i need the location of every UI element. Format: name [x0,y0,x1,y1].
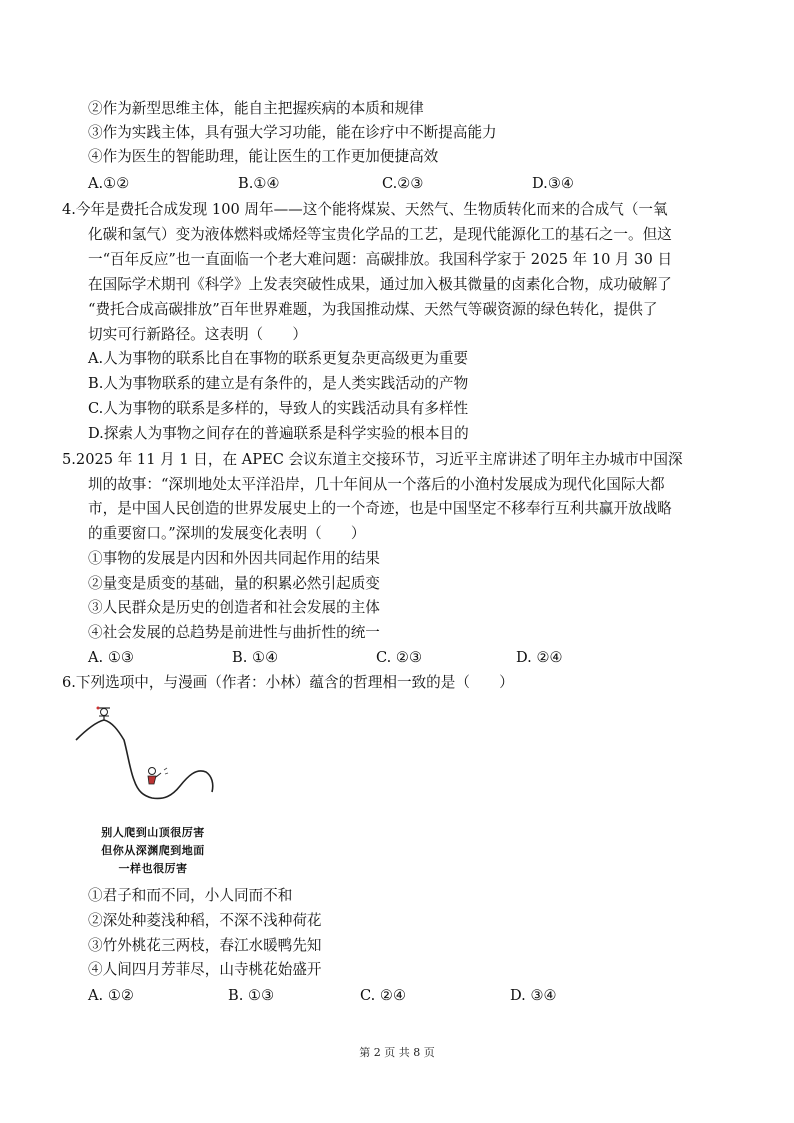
q5-option-b[interactable]: B. ①④ [232,649,279,666]
mountain-line [76,720,213,799]
q6-statement-2: ②深处种菱浅种稻，不深不浅种荷花 [88,912,322,929]
q3-option-c[interactable]: C.②③ [382,175,424,192]
q6-option-b[interactable]: B. ①③ [228,987,275,1004]
q6-statement-3: ③竹外桃花三两枝，春江水暖鸭先知 [88,937,322,954]
q4-choice-d[interactable]: D.探索人为事物之间存在的普遍联系是科学实验的根本目的 [88,425,469,442]
q5-stem-line: 的重要窗口。”深圳的发展变化表明（ ） [88,525,366,542]
q3-option-a[interactable]: A.①② [88,175,130,192]
q3-statement-2: ②作为新型思维主体，能自主把握疾病的本质和规律 [88,100,424,117]
q6-statement-4: ④人间四月芳菲尽，山寺桃花始盛开 [88,961,322,978]
cartoon-caption-line: 但你从深渊爬到地面 [101,844,205,857]
q5-option-d[interactable]: D. ②④ [516,649,563,666]
q5-statement-1: ①事物的发展是内因和外因共同起作用的结果 [88,550,380,567]
page-number-footer: 第 2 页 共 8 页 [359,1046,435,1059]
q4-stem-line: 切实可行新路径。这表明（ ） [88,326,307,343]
q4-choice-b[interactable]: B.人为事物联系的建立是有条件的，是人类实践活动的产物 [88,375,469,392]
q4-stem-line: 4.今年是费托合成发现 100 周年——这个能将煤炭、天然气、生物质转化而来的合成气（一氧 [62,201,668,218]
q5-statement-3: ③人民群众是历史的创造者和社会发展的主体 [88,599,380,616]
q6-option-c[interactable]: C. ②④ [360,987,407,1004]
q4-choice-a[interactable]: A.人为事物的联系比自在事物的联系更复杂更高级更为重要 [88,350,469,367]
q4-stem-line: 化碳和氢气）变为液体燃料或烯烃等宝贵化学品的工艺，是现代能源化工的基石之一。但这 [88,226,672,243]
q4-choice-c[interactable]: C.人为事物的联系是多样的，导致人的实践活动具有多样性 [88,400,469,417]
q5-option-a[interactable]: A. ①③ [88,649,134,666]
q4-stem-line: 一“百年反应”也一直面临一个老大难问题：高碳排放。我国科学家于 2025 年 10 月 30 日 [88,251,673,268]
q4-stem-line: “费托合成高碳排放”百年世界难题，为我国推动煤、天然气等碳资源的绿色转化，提供了 [88,301,658,318]
q4-stem-line: 在国际学术期刊《科学》上发表突破性成果，通过加入极其微量的卤素化合物，成功破解了 [88,276,672,293]
q5-stem-line: 市，是中国人民创造的世界发展史上的一个奇迹，也是中国坚定不移奉行互利共赢开放战略 [88,500,672,517]
q5-statement-4: ④社会发展的总趋势是前进性与曲折性的统一 [88,624,380,641]
q6-stem: 6.下列选项中，与漫画（作者：小林）蕴含的哲理相一致的是（ ） [62,674,514,691]
q6-option-a[interactable]: A. ①② [88,987,134,1004]
q3-statement-4: ④作为医生的智能助理，能让医生的工作更加便捷高效 [88,148,439,165]
q6-option-d[interactable]: D. ③④ [510,987,557,1004]
q3-statement-3: ③作为实践主体，具有强大学习功能，能在诊疗中不断提高能力 [88,124,497,141]
q6-statement-1: ①君子和而不同，小人同而不和 [88,887,293,904]
cartoon-caption-line: 别人爬到山顶很厉害 [101,826,205,839]
figure-climbing [148,768,168,785]
q5-stem-line: 圳的故事：“深圳地处太平洋沿岸，几十年间从一个落后的小渔村发展成为现代化国际大都 [88,476,665,493]
q5-statement-2: ②量变是质变的基础，量的积累必然引起质变 [88,575,380,592]
q3-option-d[interactable]: D.③④ [532,175,574,192]
figure-on-summit [97,707,111,721]
q3-option-b[interactable]: B.①④ [238,175,280,192]
q5-stem-line: 5.2025 年 11 月 1 日，在 APEC 会议东道主交接环节，习近平主席讲述了明年主办城市中国深 [62,451,683,468]
cartoon-caption-line: 一样也很厉害 [118,862,188,875]
q5-option-c[interactable]: C. ②③ [376,649,423,666]
